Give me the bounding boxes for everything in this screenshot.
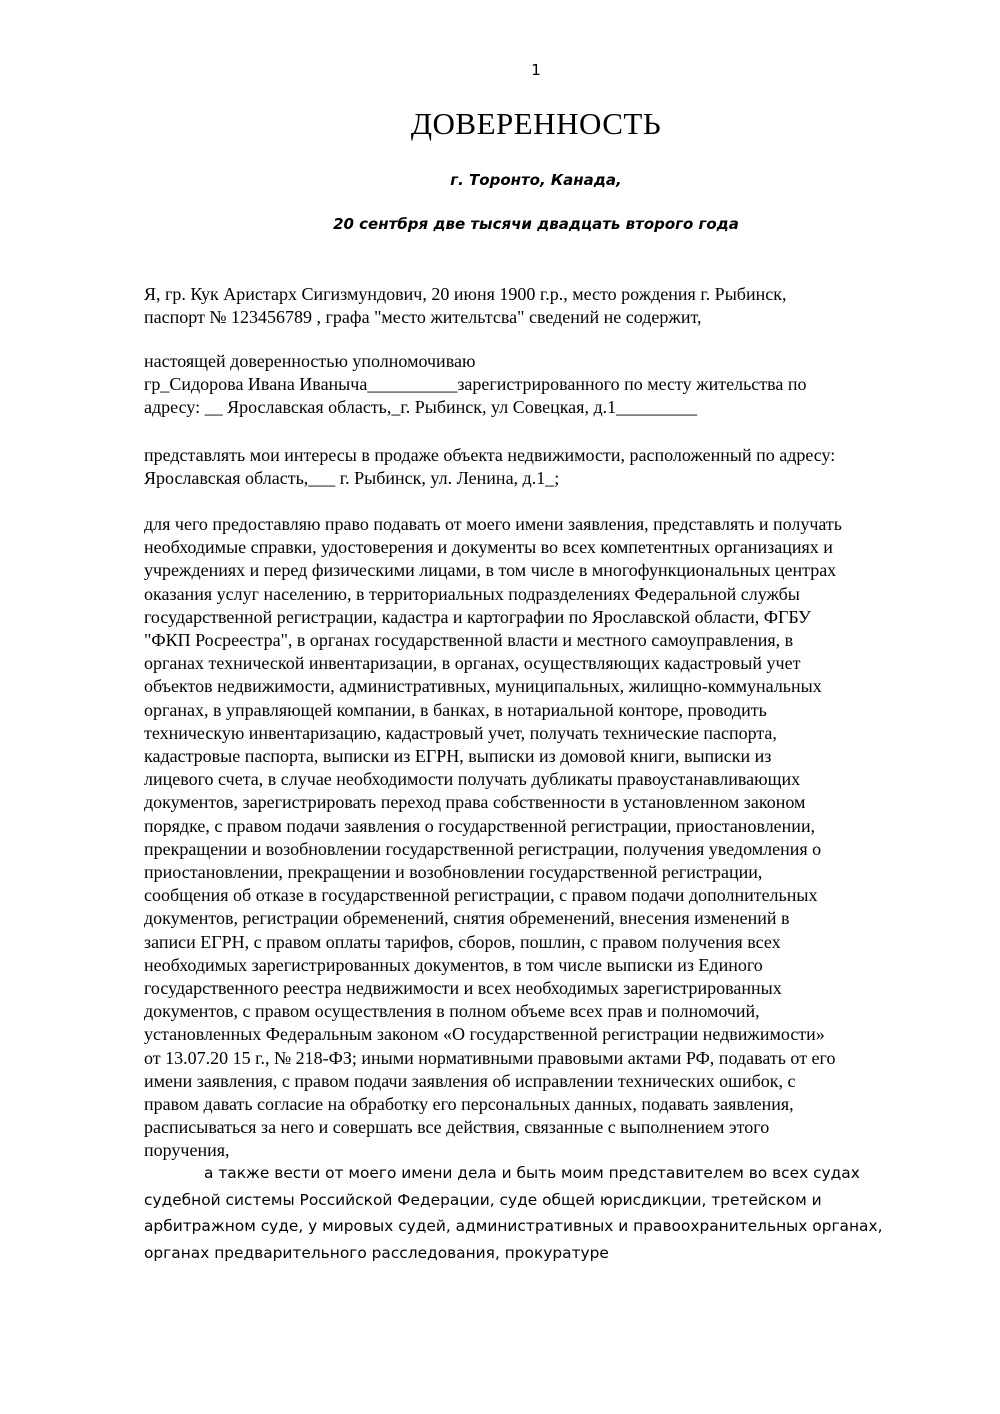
- paragraph-principal: [144, 283, 944, 329]
- text-line: учреждениях и перед физическими лицами, в том числе в многофункциональных центрах: [144, 560, 837, 581]
- document-date: 20 сентбря две тысячи двадцать второго года: [333, 215, 739, 233]
- paragraph-attorney: [144, 350, 944, 420]
- text-line: судебной системы Российской Федерации, суде общей юрисдикции, третейском и: [144, 1190, 822, 1209]
- text-line: порядке, с правом подачи заявления о государственной регистрации, приостановлении,: [144, 815, 816, 836]
- paragraph-object: [144, 444, 944, 490]
- text-line: объектов недвижимости, административных, муниципальных, жилищно-коммунальных: [144, 676, 822, 697]
- text-line: для чего предоставляю право подавать от моего имени заявления, представлять и получать: [144, 514, 843, 534]
- text-line: государственной регистрации, кадастра и картографии по Ярославской области, ФГБУ: [144, 606, 811, 627]
- text-line: расписываться за него и совершать все действия, связанные с выполнением этого: [144, 1117, 770, 1138]
- text-line: документов, регистрации обременений, снятия обременений, внесения изменений в: [144, 908, 790, 929]
- text-line: органах технической инвентаризации, в органах, осуществляющих кадастровый учет: [144, 653, 801, 674]
- text-line: прекращении и возобновлении государственной регистрации, получения уведомления о: [144, 838, 822, 859]
- text-line: представлять мои интересы в продаже объекта недвижимости, расположенный по адресу:: [144, 445, 836, 465]
- text-line: гр_Сидорова Ивана Иваныча__________зарегистрированного по месту жительства по: [144, 374, 807, 395]
- document-place: г. Торонто, Канада,: [450, 171, 622, 189]
- text-line: поручения,: [144, 1140, 230, 1161]
- text-line: необходимых зарегистрированных документов, в том числе выписки из Единого: [144, 954, 763, 975]
- text-line: Я, гр. Кук Аристарх Сигизмундович, 20 июня 1900 г.р., место рождения г. Рыбинск,: [144, 284, 787, 304]
- text-line: лицевого счета, в случае необходимости получать дубликаты правоустанавливающих: [144, 769, 801, 790]
- text-line: органах предварительного расследования, прокуратуре: [144, 1243, 609, 1262]
- paragraph-court-representation: [144, 1160, 934, 1266]
- text-line: записи ЕГРН, с правом оплаты тарифов, сборов, пошлин, с правом получения всех: [144, 931, 781, 952]
- text-line: необходимые справки, удостоверения и документы во всех компетентных организациях и: [144, 537, 833, 558]
- text-line: правом давать согласие на обработку его персональных данных, подавать заявления,: [144, 1094, 794, 1115]
- text-line: оказания услуг населению, в территориальных подразделениях Федеральной службы: [144, 583, 800, 604]
- text-line: имени заявления, с правом подачи заявления об исправлении технических ошибок, с: [144, 1070, 796, 1091]
- text-line: техническую инвентаризацию, кадастровый учет, получать технические паспорта,: [144, 722, 777, 743]
- text-line: Ярославская область,___ г. Рыбинск, ул. Ленина, д.1_;: [144, 468, 560, 489]
- text-line: установленных Федеральным законом «О государственной регистрации недвижимости»: [144, 1024, 825, 1045]
- text-line: приостановлении, прекращении и возобновлении государственной регистрации,: [144, 862, 763, 883]
- text-line: паспорт № 123456789 , графа "место жительтсва" сведений не содержит,: [144, 307, 702, 328]
- text-line: "ФКП Росреестра", в органах государственной власти и местного самоуправления, в: [144, 630, 794, 651]
- text-line: сообщения об отказе в государственной регистрации, с правом подачи дополнительных: [144, 885, 818, 906]
- text-line: от 13.07.20 15 г., № 218-ФЗ; иными нормативными правовыми актами РФ, подавать от его: [144, 1047, 836, 1068]
- text-line: государственного реестра недвижимости и всех необходимых зарегистрированных: [144, 978, 782, 999]
- document-title: ДОВЕРЕННОСТЬ: [410, 106, 662, 141]
- text-line: кадастровые паспорта, выписки из ЕГРН, выписки из домовой книги, выписки из: [144, 746, 772, 767]
- text-line: настоящей доверенностью уполномочиваю: [144, 351, 476, 371]
- text-line: документов, с правом осуществления в полном объеме всех прав и полномочий,: [144, 1001, 760, 1022]
- paragraph-powers: [144, 513, 944, 1163]
- text-line: органах, в управляющей компании, в банках, в нотариальной конторе, проводить: [144, 699, 767, 720]
- text-line: адресу: __ Ярославская область,_г. Рыбинск, ул Совецкая, д.1_________: [144, 397, 698, 418]
- text-line: арбитражном суде, у мировых судей, административных и правоохранительных органах,: [144, 1217, 883, 1235]
- page-number: 1: [531, 61, 541, 79]
- text-line: документов, зарегистрировать переход права собственности в установленном законом: [144, 792, 806, 813]
- text-line: а также вести от моего имени дела и быть моим представителем во всех судах: [204, 1164, 860, 1182]
